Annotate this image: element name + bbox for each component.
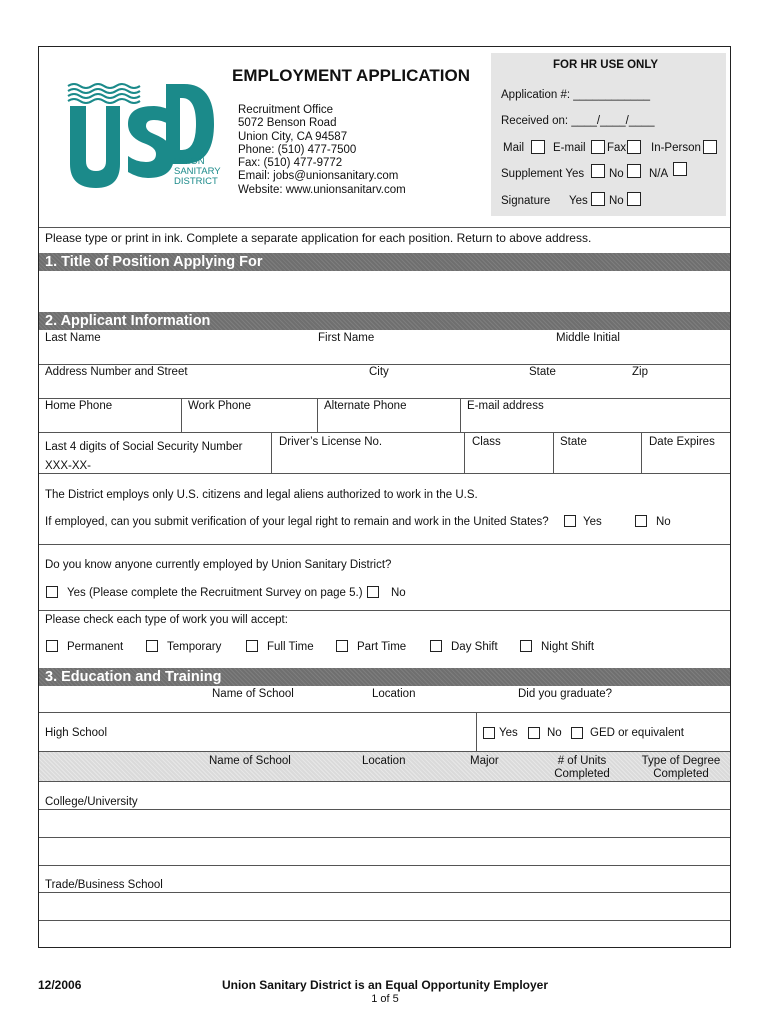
footer-page-number: 1 of 5: [371, 993, 399, 1005]
hs-name-of-school-header: Name of School: [212, 688, 294, 700]
logo-line-1: UNION: [174, 156, 205, 167]
position-title-field[interactable]: [40, 272, 729, 311]
hr-signature-label: Signature: [501, 195, 551, 207]
hr-supplement-label: Supplement Yes: [501, 168, 585, 180]
address-label: Address Number and Street: [45, 366, 188, 378]
college-row-1[interactable]: [40, 810, 729, 836]
hr-application-number: Application #: ____________: [501, 89, 650, 101]
hr-supplement-yes-checkbox[interactable]: [591, 164, 605, 178]
full-time-label: Full Time: [267, 641, 314, 653]
footer-eoe: Union Sanitary District is an Equal Opportunity Employer: [221, 978, 549, 992]
full-time-checkbox[interactable]: [246, 640, 258, 652]
ssn-prefix: XXX-XX-: [45, 460, 92, 472]
ssn-label: Last 4 digits of Social Security Number: [45, 441, 243, 453]
section-1-header: 1. Title of Position Applying For: [39, 253, 730, 271]
hr-email-label: E-mail: [553, 142, 586, 154]
degree-completed-header: [636, 755, 726, 781]
instructions: Please type or print in ink. Complete a separate application for each position. Return to above address.: [45, 231, 592, 245]
divider: [39, 544, 730, 545]
know-anyone-question: Do you know anyone currently employed by Union Sanitary District?: [45, 559, 392, 571]
verification-no-label: No: [656, 516, 671, 528]
divider: [553, 432, 554, 473]
section-2-header: 2. Applicant Information: [39, 312, 730, 330]
logo-text: [174, 157, 221, 187]
day-shift-checkbox[interactable]: [430, 640, 442, 652]
college-name-of-school-header: Name of School: [209, 755, 291, 767]
graduated-yes-checkbox[interactable]: [483, 727, 495, 739]
units-line-1: # of Units: [557, 755, 607, 767]
work-phone-label: Work Phone: [188, 400, 252, 412]
name-field[interactable]: [40, 345, 729, 363]
hr-signature-no-checkbox[interactable]: [627, 192, 641, 206]
know-anyone-yes-checkbox[interactable]: [46, 586, 58, 598]
temporary-checkbox[interactable]: [146, 640, 158, 652]
divider: [39, 610, 730, 611]
drivers-license-label: Driver’s License No.: [279, 436, 383, 448]
college-label: College/University: [45, 796, 138, 808]
work-types-question: Please check each type of work you will accept:: [45, 614, 288, 626]
hr-supplement-no-label: No: [609, 168, 624, 180]
night-shift-label: Night Shift: [541, 641, 595, 653]
permanent-checkbox[interactable]: [46, 640, 58, 652]
divider: [39, 865, 730, 866]
graduated-no-checkbox[interactable]: [528, 727, 540, 739]
city-label: City: [369, 366, 389, 378]
hr-in-person-checkbox[interactable]: [703, 140, 717, 154]
address-field[interactable]: [40, 380, 729, 397]
license-class-label: Class: [472, 436, 501, 448]
did-you-graduate-header: Did you graduate?: [518, 688, 612, 700]
hr-signature-yes-checkbox[interactable]: [591, 192, 605, 206]
divider: [181, 398, 182, 432]
ged-checkbox[interactable]: [571, 727, 583, 739]
know-anyone-yes-label: Yes (Please complete the Recruitment Survey on page 5.): [67, 587, 363, 599]
recruitment-address: [238, 104, 406, 197]
divider: [39, 432, 730, 433]
divider: [464, 432, 465, 473]
hr-na-label: N/A: [649, 168, 669, 180]
hr-na-checkbox[interactable]: [673, 162, 687, 176]
middle-initial-label: Middle Initial: [556, 332, 620, 344]
usd-logo: [62, 78, 222, 193]
hr-signature-no-label: No: [609, 195, 624, 207]
trade-school-label: Trade/Business School: [45, 879, 163, 891]
date-expires-label: Date Expires: [649, 436, 715, 448]
divider: [460, 398, 461, 432]
email-address-label: E-mail address: [467, 400, 544, 412]
address-line: Fax: (510) 477-9772: [238, 157, 343, 170]
verification-yes-checkbox[interactable]: [564, 515, 576, 527]
divider: [39, 473, 730, 474]
units-line-2: Completed: [554, 768, 610, 780]
college-location-header: Location: [362, 755, 406, 767]
hr-title: FOR HR USE ONLY: [553, 59, 659, 71]
state-label: State: [529, 366, 556, 378]
divider: [317, 398, 318, 432]
college-row-2[interactable]: [40, 838, 729, 864]
hr-email-checkbox[interactable]: [591, 140, 605, 154]
divider: [39, 227, 730, 228]
know-anyone-no-checkbox[interactable]: [367, 586, 379, 598]
night-shift-checkbox[interactable]: [520, 640, 532, 652]
hr-received-on: Received on: ____/____/____: [501, 115, 655, 127]
trade-row-1[interactable]: [40, 893, 729, 919]
hr-use-only-box: [491, 53, 726, 216]
hr-fax-label: Fax: [607, 142, 627, 154]
hr-fax-checkbox[interactable]: [627, 140, 641, 154]
address-line: 5072 Benson Road: [238, 117, 337, 130]
units-completed-header: [548, 755, 616, 781]
home-phone-label: Home Phone: [45, 400, 113, 412]
zip-label: Zip: [632, 366, 648, 378]
divider: [39, 364, 730, 365]
citizens-statement: The District employs only U.S. citizens and legal aliens authorized to work in the U.S.: [45, 489, 478, 501]
hr-signature-yes-label: Yes: [569, 195, 588, 207]
major-header: Major: [470, 755, 499, 767]
license-state-label: State: [560, 436, 587, 448]
part-time-label: Part Time: [357, 641, 407, 653]
trade-row-2[interactable]: [40, 921, 729, 946]
hr-mail-checkbox[interactable]: [531, 140, 545, 154]
divider: [476, 712, 477, 751]
hr-in-person-label: In-Person: [651, 142, 701, 154]
alternate-phone-label: Alternate Phone: [324, 400, 407, 412]
logo-line-3: DISTRICT: [174, 176, 218, 187]
address-line: Recruitment Office: [238, 104, 334, 116]
first-name-label: First Name: [318, 332, 375, 344]
divider: [39, 398, 730, 399]
page-title: EMPLOYMENT APPLICATION: [232, 66, 470, 85]
footer-date: 12/2006: [38, 978, 82, 992]
high-school-label: High School: [45, 727, 108, 739]
know-anyone-no-label: No: [391, 587, 406, 599]
graduated-yes-label: Yes: [499, 727, 518, 739]
day-shift-label: Day Shift: [451, 641, 498, 653]
hr-mail-label: Mail: [503, 142, 525, 154]
temporary-label: Temporary: [167, 641, 222, 653]
hr-supplement-no-checkbox[interactable]: [627, 164, 641, 178]
last-name-label: Last Name: [45, 332, 101, 344]
section-3-header: 3. Education and Training: [39, 668, 730, 686]
divider: [271, 432, 272, 473]
address-line: Phone: (510) 477-7500: [238, 143, 357, 156]
address-line: Email: jobs@unionsanitary.com: [238, 170, 399, 183]
logo-line-2: SANITARY: [174, 166, 221, 177]
hs-location-header: Location: [372, 688, 416, 700]
address-line: Union City, CA 94587: [238, 130, 348, 143]
part-time-checkbox[interactable]: [336, 640, 348, 652]
divider: [39, 781, 730, 782]
graduated-no-label: No: [547, 727, 562, 739]
divider: [641, 432, 642, 473]
permanent-label: Permanent: [67, 641, 124, 653]
address-line: Website: www.unionsanitarv.com: [238, 183, 406, 196]
degree-line-1: Type of Degree: [641, 755, 721, 767]
verification-yes-label: Yes: [583, 516, 602, 528]
verification-question: If employed, can you submit verification of your legal right to remain and work in the United States?: [45, 516, 549, 528]
ged-label: GED or equivalent: [590, 727, 684, 739]
degree-line-2: Completed: [653, 768, 709, 780]
verification-no-checkbox[interactable]: [635, 515, 647, 527]
high-school-field[interactable]: [120, 713, 475, 751]
